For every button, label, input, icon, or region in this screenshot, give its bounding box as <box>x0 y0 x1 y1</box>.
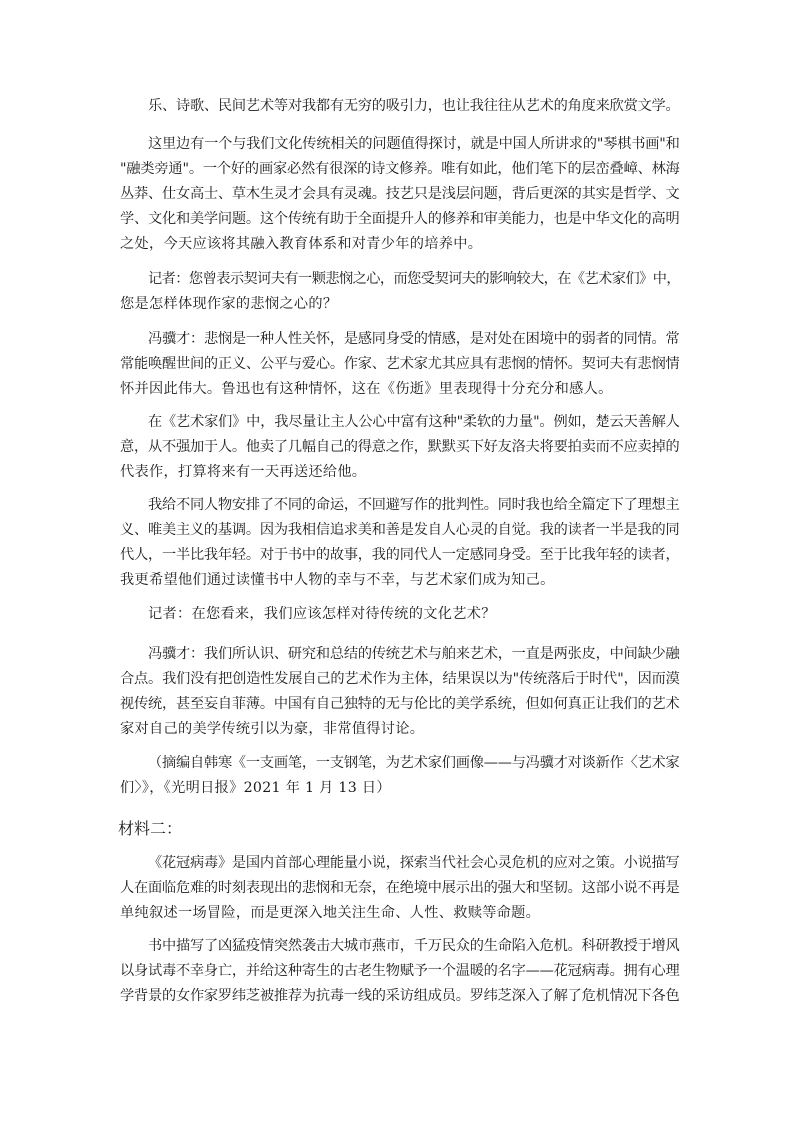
paragraph-reporter-question-1 <box>120 267 680 317</box>
text-line: 们〉》，《光明日报》2021 年 1 月 13 日） <box>120 780 391 796</box>
text-line: 代表作，打算将来有一天再送还给他。 <box>120 464 367 480</box>
text-line: 之处，今天应该将其融入教育体系和对青少年的培养中。 <box>120 236 483 252</box>
text-line: "融类旁通"。一个好的画家必然有很深的诗文修养。唯有如此，他们笔下的层峦叠嶂、林海 <box>120 161 680 177</box>
paragraph-characters-fate <box>120 493 680 593</box>
section-heading-material-two: 材料二： <box>118 819 183 838</box>
text-line: 学、文化和美学问题。这个传统有助于全面提升人的修养和审美能力，也是中华文化的高明 <box>120 211 680 227</box>
text-line: 书中描写了凶猛疫情突然袭击大城市燕市，千万民众的生命陷入危机。科研教授于增风 <box>148 938 680 954</box>
paragraph-novel-plot <box>120 934 680 1009</box>
text-line: （摘编自韩寒《一支画笔，一支钢笔，为艺术家们画像——与冯骥才对谈新作〈艺术家 <box>148 755 680 771</box>
text-line: 义、唯美主义的基调。因为我相信追求美和善是发自人心灵的自觉。我的读者一半是我的同 <box>120 522 680 538</box>
text-line: 意，从不强加于人。他卖了几幅自己的得意之作，默默买下好友洛夫将要拍卖而不应卖掉的 <box>120 439 680 455</box>
paragraph-soft-power <box>120 410 680 485</box>
text-line: 人在面临危难的时刻表现出的悲悯和无奈，在绝境中展示出的强大和坚韧。这部小说不再是 <box>120 880 680 896</box>
text-line: 记者：在您看来，我们应该怎样对待传统的文化艺术？ <box>148 606 496 622</box>
paragraph-source-citation <box>120 751 680 801</box>
text-line: 冯骥才：我们所认识、研究和总结的传统艺术与舶来艺术，一直是两张皮，中间缺少融 <box>148 646 680 662</box>
text-line: 这里边有一个与我们文化传统相关的问题值得探讨，就是中国人所讲求的"琴棋书画"和 <box>148 136 680 152</box>
text-line: 《花冠病毒》是国内首部心理能量小说，探索当代社会心灵危机的应对之策。小说描写 <box>148 855 680 871</box>
text-line: 记者：您曾表示契诃夫有一颗悲悯之心，而您受契诃夫的影响较大，在《艺术家们》中， <box>148 271 681 287</box>
text-line: 以身试毒不幸身亡，并给这种寄生的古老生物赋予一个温暖的名字——花冠病毒。拥有心理 <box>120 963 680 979</box>
paragraph-cultural-tradition <box>120 132 680 257</box>
text-line: 冯骥才：悲悯是一种人性关怀，是感同身受的情感，是对处在困境中的弱者的同情。常 <box>148 331 680 347</box>
text-line: 家对自己的美学传统引以为豪，非常值得讨论。 <box>120 721 425 737</box>
text-line: 常能唤醒世间的正义、公平与爱心。作家、艺术家尤其应具有悲悯的情怀。契诃夫有悲悯情 <box>120 356 680 372</box>
text-line: 您是怎样体现作家的悲悯之心的？ <box>120 296 338 312</box>
text-line: 合点。我们没有把创造性发展自己的艺术作为主体，结果误以为"传统落后于时代"，因而漠 <box>120 671 680 687</box>
text-line: 代人，一半比我年轻。对于书中的故事，我的同代人一定感同身受。至于比我年轻的读者， <box>120 547 680 563</box>
paragraph-art-appeal <box>120 94 680 119</box>
paragraph-answer-tradition <box>120 642 680 742</box>
text-line: 怀并因此伟大。鲁迅也有这种情怀，这在《伤逝》里表现得十分充分和感人。 <box>120 381 613 397</box>
text-line: 在《艺术家们》中，我尽量让主人公心中富有这种"柔软的力量"。例如，楚云天善解人 <box>148 414 680 430</box>
text-line: 单纯叙述一场冒险，而是更深入地关注生命、人性、救赎等命题。 <box>120 905 541 921</box>
text-line: 视传统，甚至妄自菲薄。中国有自己独特的无与伦比的美学系统，但如何真正让我们的艺术 <box>120 696 680 712</box>
text-line: 丛莽、仕女高士、草木生灵才会具有灵魂。技艺只是浅层问题，背后更深的其实是哲学、文 <box>120 186 680 202</box>
text-line: 学背景的女作家罗纬芝被推荐为抗毒一线的采访组成员。罗纬芝深入了解了危机情况下各色 <box>120 988 680 1004</box>
text-line: 我更希望他们通过读懂书中人物的幸与不幸，与艺术家们成为知己。 <box>120 572 555 588</box>
paragraph-answer-compassion <box>120 327 680 402</box>
paragraph-reporter-question-2 <box>120 602 680 627</box>
text-line: 乐、诗歌、民间艺术等对我都有无穷的吸引力，也让我往往从艺术的角度来欣赏文学。 <box>148 98 680 114</box>
text-line: 我给不同人物安排了不同的命运，不回避写作的批判性。同时我也给全篇定下了理想主 <box>148 497 680 513</box>
paragraph-novel-intro <box>120 851 680 926</box>
